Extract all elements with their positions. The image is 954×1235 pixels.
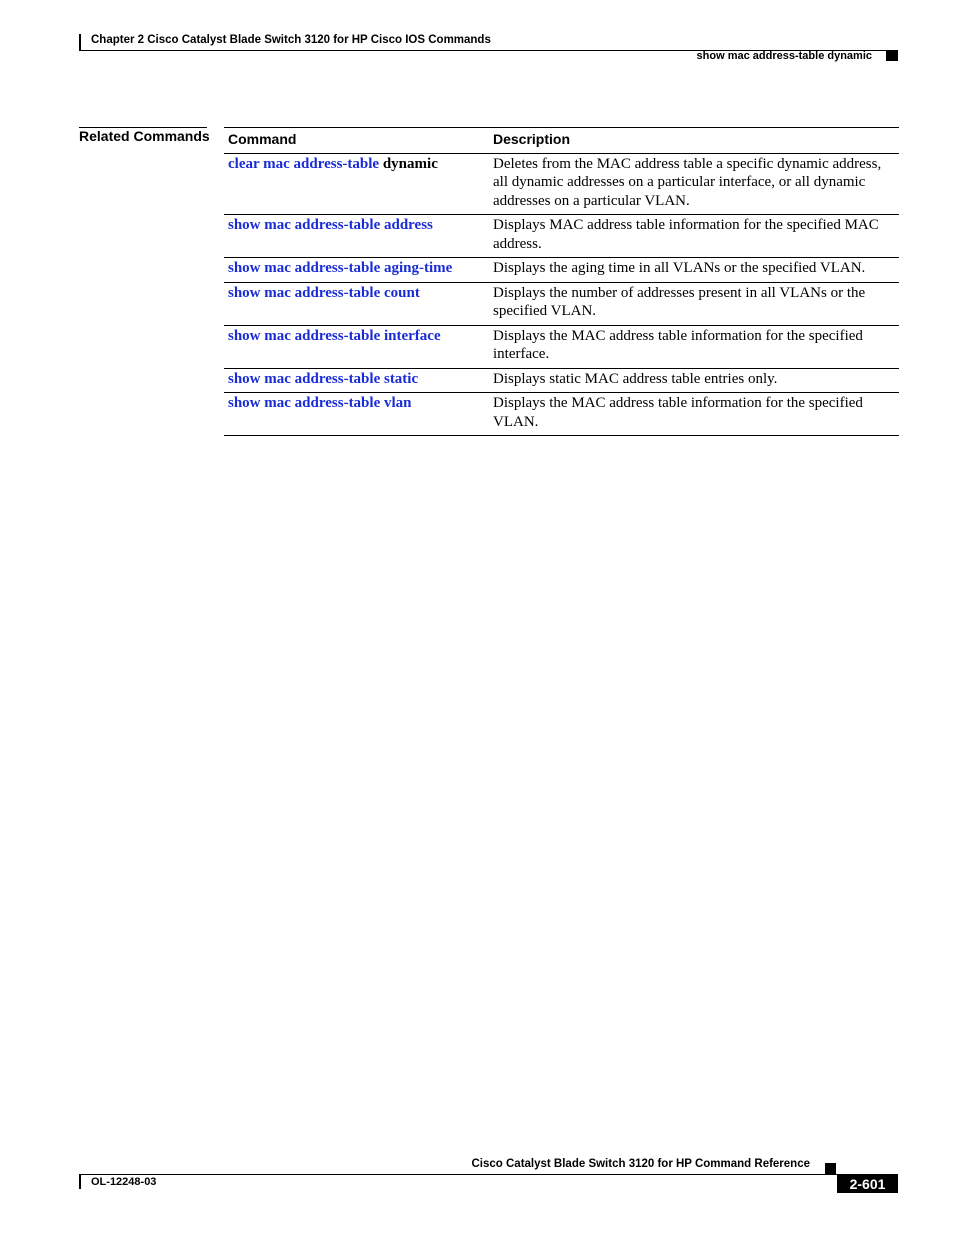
chapter-title: Chapter 2 Cisco Catalyst Blade Switch 3120 for HP Cisco IOS Commands bbox=[91, 34, 491, 46]
command-cell bbox=[224, 153, 485, 215]
table-row bbox=[224, 282, 899, 325]
command-link[interactable]: show mac address-table vlan bbox=[228, 395, 412, 411]
column-header-description: Description bbox=[485, 128, 899, 154]
description-cell: Displays the aging time in all VLANs or the specified VLAN. bbox=[485, 258, 899, 283]
command-cell bbox=[224, 215, 485, 258]
command-link[interactable]: show mac address-table aging-time bbox=[228, 260, 453, 276]
table-row bbox=[224, 325, 899, 368]
command-link[interactable]: show mac address-table count bbox=[228, 284, 420, 301]
table-row bbox=[224, 393, 899, 436]
command-link[interactable]: show mac address-table address bbox=[228, 217, 433, 233]
table-header-row bbox=[224, 128, 899, 154]
footer-title: Cisco Catalyst Blade Switch 3120 for HP Command Reference bbox=[471, 1158, 810, 1170]
description-cell: Displays the number of addresses present in all VLANs or the specified VLAN. bbox=[485, 282, 899, 325]
related-commands-table bbox=[224, 127, 899, 436]
command-suffix: dynamic bbox=[379, 155, 438, 172]
header-square bbox=[886, 51, 898, 61]
description-cell: Displays MAC address table information for the specified MAC address. bbox=[485, 215, 899, 258]
description-cell: Displays the MAC address table information for the specified interface. bbox=[485, 325, 899, 368]
description-cell: Displays static MAC address table entries only. bbox=[485, 368, 899, 393]
command-link[interactable]: show mac address-table static bbox=[228, 370, 419, 387]
header-bar bbox=[79, 34, 81, 51]
column-header-command: Command bbox=[224, 128, 485, 154]
table-row bbox=[224, 153, 899, 215]
table-row bbox=[224, 258, 899, 283]
description-cell: Deletes from the MAC address table a specific dynamic address, all dynamic addresses on a particular interface, or all dynamic addresses on a particular VLAN. bbox=[485, 153, 899, 215]
table-row bbox=[224, 215, 899, 258]
table-row bbox=[224, 368, 899, 393]
page-number: 2-601 bbox=[837, 1175, 898, 1193]
document-number: OL-12248-03 bbox=[91, 1176, 157, 1188]
footer-rule bbox=[79, 1174, 898, 1175]
command-cell bbox=[224, 325, 485, 368]
related-commands-label: Related Commands bbox=[79, 128, 210, 144]
footer-bar bbox=[79, 1174, 81, 1189]
section-title: show mac address-table dynamic bbox=[696, 50, 872, 62]
command-cell bbox=[224, 282, 485, 325]
footer-square bbox=[825, 1163, 836, 1174]
command-link[interactable]: clear mac address-table bbox=[228, 155, 380, 172]
description-cell: Displays the MAC address table information for the specified VLAN. bbox=[485, 393, 899, 436]
command-link[interactable]: show mac address-table interface bbox=[228, 327, 441, 344]
command-cell bbox=[224, 258, 485, 283]
command-cell bbox=[224, 368, 485, 393]
command-cell bbox=[224, 393, 485, 436]
